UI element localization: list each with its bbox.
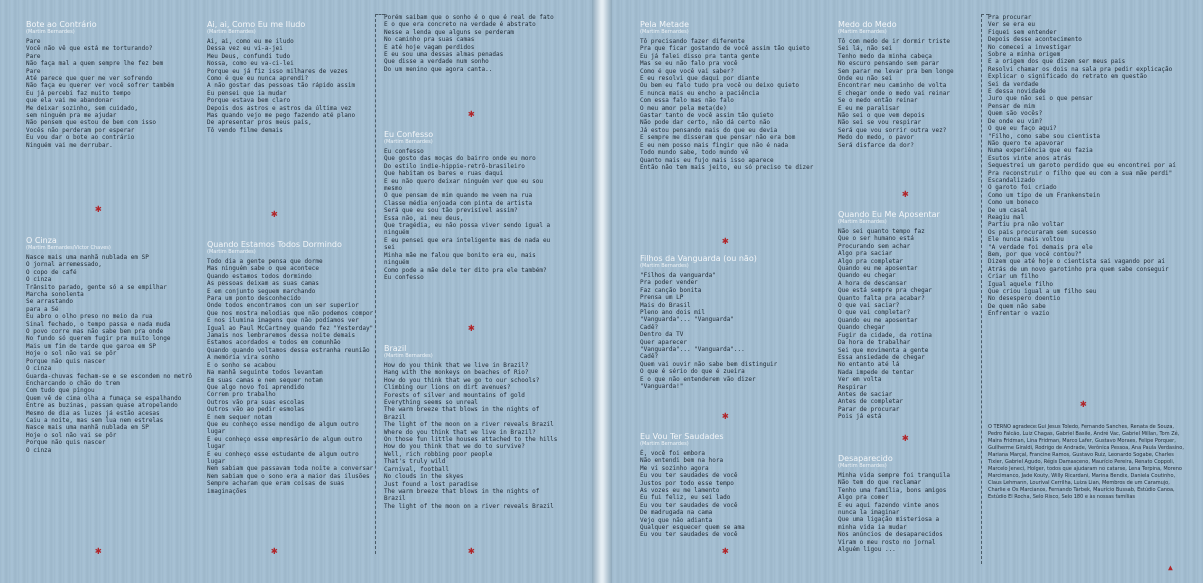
song-pela-metade — [640, 20, 816, 171]
song-desaparecido-continued — [988, 14, 1184, 318]
ornament-icon: ✱ — [722, 409, 729, 422]
song-quando-estamos-todos-dormindo — [207, 240, 377, 495]
song-lyrics: É, você foi embora Não entendi bem na hora Me vi sozinho agora Eu vou ter saudades de você Justos por todo esse tempo As vozes eu me lamento Eu fui feliz, eu sei lado Eu vou ter saudades de você De madrugada na cama Vejo que não adianta Qualquer esquecer quem se ama Eu vou ter saudades de você — [640, 450, 745, 539]
ornament-icon: ✱ — [722, 544, 729, 557]
song-lyrics: Todo dia a gente pensa que dorme Mas ninguém sabe o que acontece Quando estamos todos dormindo As pessoas deixam as suas camas E em conjunto seguem marchando Para um ponto desconhecido Onde todos encontramos com um ser superior Que nos mostra melodias que não podemos compor E nos ilumina imagens que não podíamos ver Igual ao Paul McCartney quando fez "Yesterday" Jamais nos lembraremos dessa noite demais Estamos acordados e todos em comunhão Quando quando voltamos dessa estranha reunião A memória vira sonho E o sonho se acabou Na manhã seguinte todos levantam Em suas camas e nem sequer notam Que algo novo foi aprendido Correm pro trabalho Outros vão pra suas escolas Outros vão ao pedir esmolas E nem sequer notam Que eu conheço esse mendigo de algum outro lugar E eu conheço esse empresário de algum outro lugar E eu conheço esse estudante de algum outro lugar Nem sabiam que passavam toda noite a conversar Nem sabiam que o sono era a maior das ilusões Sempre acharam que eram coisas de suas imaginações — [207, 258, 374, 495]
song-title: Brazil — [384, 344, 407, 353]
song-author: (Martim Bernardes) — [384, 353, 433, 359]
song-author: (Martim Bernardes) — [838, 463, 887, 469]
column-3 — [384, 14, 564, 574]
song-desaparecido — [838, 454, 978, 553]
song-lyrics: Tô precisando fazer diferente Pra que ficar gostando de você assim tão quieto Eu já falei disso pra tanta gente Mas se eu não falo pra você Como é que você vai saber? E eu resolvi que daqui por diante Ou bem eu falo tudo pra você ou deixo quieto E nunca mais eu encho a paciência Com essa falo mas não falo O meu amor pela meta(de) Gastar tanto de você assim tão quieto Não pode dar certo, não dá certo não Já estou pensando mais do que eu devia E sempre me disseram que pensar não era bom E eu nem posso mais fingir que não é nada Todo mundo sabe, todo mundo vê Quanto mais eu fujo mais isso aparece Então não tem mais jeito, eu só preciso te dizer — [640, 38, 814, 171]
song-filhos-da-vanguarda — [640, 254, 816, 391]
song-title: Eu Confesso — [384, 130, 434, 139]
song-lyrics: Minha vida sempre foi tranquila Não tem do que reclamar Tenho uma família, bons amigos Algo pra comer E eu aqui fazendo vinte anos nunca la imaginar Que uma ligação misteriosa a minha vida ia mudar Nos anúncios de desaparecidos Viram o meu rosto no jornal Alguém ligou ... — [838, 472, 950, 554]
song-ai-ai — [207, 20, 377, 134]
song-eu-vou-ter-saudades — [640, 432, 816, 539]
song-lyrics: Pra procurar Ver se era eu Fiquei sem entender Depois desse acontecimento No comecei a investigar Sobre a minha origem E a origem dos que dizem ser meus pais Resolvi chamar os dois na sala pra pedir explicação Explicar o significado do retrato em questão Sei da verdade E dessa novidade Juro que não sei o que pensar Pensar de mim Quem são vocês? De onde eu vim? O que eu faço aqui? "Filho, como sabe sou cientista Não quero te apavorar Numa experiência que eu fazia Esutos vinte anos atrás Sequestrei um garoto perdido que eu encontrei por aí Pra reconstruir o filho que eu com a sua mãe perdi" Escandalizado O garoto foi criado Como um tipo de um Frankenstein Como um boneco De um casal Reagiu mal Partiu pra não voltar Os pais procuraram sem sucesso Ele nunca mais voltou "A verdade foi demais pra ele Bem, por que você contou?" Dizem que até hoje o cientista sai vagando por aí Atrás de um novo garotinho pra quem sabe conseguir Criar um filho Igual aquele filho Que criou igual a um filho seu No desespero doentio De quem não sabe Enfrentar o vazio — [988, 14, 1176, 318]
acknowledgements — [988, 424, 1184, 501]
song-lyrics: Nasce mais uma manhã nublada em SP O jornal arremessado, O copo de café O cinza Trânsito parado, gente só a se empilhar Marcha sonolenta Se arrastando para a Sé Eu abro o olho preso no meio da rua Sinal fechado, o tempo passa e nada muda O povo corre mas não sabe bem pra onde No fundo só querem fugir pra muito longe Mais um fim de tarde que garoa em SP Hoje o sol não vai se pôr Porque não quis nascer O cinza Guarda-chuvas fecham-se e se escondem no metrô Encharcando o chão do trem Com tudo que pingou Quem vê de cima olha a fumaça se espalhando Entre as buzinas, passam quase atropelando Mesmo de dia as luzes já estão acesas Caiu a noite, mas sem lua nem estrelas Nasce mais uma manhã nublada em SP Hoje o sol não vai se pôr Porque não quis nascer O cinza — [26, 254, 193, 454]
column-1 — [26, 14, 196, 574]
song-lyrics: Pare Você não vê que está me torturando? Pare Não faça mal a quem sempre lhe fez bem Pare Até parece que quer me ver sofrendo Não faça eu querer ver você sofrer também Eu já percebi faz muito tempo que ela vai me abandonar Me deixar sozinho, sem cuidado, sem ninguém pra me ajudar Não pensem que estou de bem com isso Vocês não perderam por esperar Eu vou dar o bote ao contrário Ninguém vai me derrubar. — [26, 38, 175, 149]
song-author: (Martim Bernardes) — [838, 29, 887, 35]
song-author: (Martim Bernardes) — [26, 29, 75, 35]
ornament-icon: ✱ — [468, 544, 475, 557]
song-title: Pela Metade — [640, 20, 689, 29]
song-lyrics: Não sei quanto tempo faz Que o ser humano está Procurando sem achar Algo pra saciar Algo pra completar Quando eu me aposentar Quando eu chegar A hora de descansar Que está sempre pra chegar Quanto falta pra acabar? O que vai saciar? O que vai completar? Quando eu me aposentar Quando chegar Fugir da cidade, da rotina Da hora de trabalhar Sei que movimenta a gente Essa ansiedade de chegar No entanto até lá Nada impede de tentar Ver em volta Respirar Antes de saciar Antes de completar Parar de procurar Pois já está — [838, 228, 932, 421]
end-triangle-icon: ▲ — [1168, 563, 1173, 572]
song-brazil — [384, 344, 564, 510]
song-author: (Martim Bernardes) — [207, 29, 256, 35]
song-porem — [384, 14, 564, 73]
song-title: Bote ao Contrário — [26, 20, 97, 29]
song-lyrics: Tô com medo de ir dormir triste Sei lá, não sei Tenho medo da minha cabeça No escuro pensando sem parar Sem parar me levar pra bem longe Onde eu não sei Encontrar meu caminho de volta E chegar onde o medo vai reinar Se o medo então reinar E eu me paralisar Não sei o que vem depois Não sei se vou respirar Será que vou sorrir outra vez? Medo do medo, o pavor Será disfarce da dor? — [838, 38, 954, 149]
song-author: (Martim Bernardes) — [838, 219, 887, 225]
song-title: O Cinza — [26, 236, 57, 245]
column-4 — [640, 14, 816, 574]
acknowledgements-text: O TERNO agradece:Gui Jesus Toledo, Fernando Sanches, Renata de Souza, Pedro Falcão, Luiz Chagas, Gabriel Basile, André Vac, Gabriel Millan, Tom Zé, Maira Fridman, Lina Fridman, Marco Lafer, Gustavo Moraes, Felipe Porquer, Guilherme Giraldi, Rodrigo de Andrade, Verônica Pessoa, Ana Paula Verdasino, Mariana Marçal, Francine Ramos, Gustavo Ruiz, Leonardo Sogabe, Charles Tixier, Gabriel Agudo, Régis Damasceno, Maurício Pereira, Renato Coppoli, Marcelo Jeneci, Holger, todos que ajudaram no catarse, Lena Terpina, Moreno Marcimanco, Jade Kouty, Willy Ricardani, Marina Bendix, Daniela Coutinho, Claus Lehmann, Lourival Cerrilha, Luiza Lian, Membros de um Caramujo, Charlie e Os Marcianos, Fernando Tarbek, Maurício Bussab, Estúdio Canoa, Estúdio El Rocha, Selo Risco, Selo 180 e às nossas famílias — [988, 424, 1184, 500]
ornament-icon: ✱ — [722, 234, 729, 247]
song-lyrics: Ai, ai, como eu me iludo Dessa vez eu vi-a-jei Meu Deus, confundi tudo Nossa, como eu va-ci-lei Porque eu já fiz isso milhares de vezes Como é que eu nunca aprendi? A não gostar das pessoas tão rápido assim Eu pensei que ia mudar Porque estava bem claro Depois dos astros e astros da última vez Mas quando vejo me pego fazendo até plano De apresentar pros meus pais, Tô vendo filme demais — [207, 38, 356, 134]
ornament-icon: ✱ — [1080, 397, 1087, 410]
song-author: (Martim Bernardes) — [207, 249, 256, 255]
ornament-icon: ✱ — [95, 202, 102, 215]
song-author: (Martim Bernardes/Victor Chaves) — [26, 245, 111, 251]
column-5 — [838, 14, 978, 574]
ornament-icon: ✱ — [902, 187, 909, 200]
song-title: Medo do Medo — [838, 20, 897, 29]
song-author: (Martim Bernardes) — [640, 263, 689, 269]
song-bote-ao-contrario — [26, 20, 196, 149]
song-author: (Martim Bernardes) — [384, 139, 433, 145]
booklet-fold — [592, 0, 612, 583]
song-title: Quando Estamos Todos Dormindo — [207, 240, 342, 249]
song-title: Eu Vou Ter Saudades — [640, 432, 724, 441]
connector-line — [375, 14, 376, 554]
ornament-icon: ✱ — [271, 207, 278, 220]
song-title: Desaparecido — [838, 454, 893, 463]
song-lyrics: How do you think that we live in Brazil? Hang with the monkeys on beaches of Rio? How do you think that we go to our schools? Climbing our lions on dirt avenues? Forests of silver and mountains of gold Everything seems so unreal The warm breeze that blows in the nights of Brazil The light of the moon on a river reveals Brazil Where do you think that we live in Brazil? On those fun little houses attached to the hills How do you think that we do to survive? Well, rich robbing poor people That's truly wild Carnival, football No clouds in the skyes Just found a lost paradise The warm breeze that blows in the nights of Brazil The light of the moon on a river reveals Brazil — [384, 362, 558, 510]
song-title: Filhos da Vanguarda (ou não) — [640, 254, 757, 263]
song-author: (Martim Bernardes) — [640, 29, 689, 35]
song-eu-confesso — [384, 130, 564, 281]
ornament-icon: ✱ — [468, 321, 475, 334]
song-lyrics: "Filhos da vanguarda" Pra poder vender Faz canção bonita Prensa um LP Mais do Brasil Pleno ano dois mil "Vanguarda"... "Vanguarda" Cadê? Dentro da TV Quer aparecer "Vanguarda"... "Vanguarda"... Cadê? Quem vai ouvir não sabe bem distinguir O que é sério do que é zueira E o que não entenderem vão dizer "Vanguarda!" — [640, 272, 778, 391]
song-lyrics: Porém saibam que o sonho é o que é real de fato E o que era concreto na verdade é abstrato Nesse a lenda que alguns se perderam No caminho pra suas camas E até hoje vagam perdidos E eu sou uma dessas almas penadas Que disse a verdade num sonho Do um menino que agora canta.. — [384, 14, 554, 73]
ornament-icon: ✱ — [902, 431, 909, 444]
song-quando-eu-me-aposentar — [838, 210, 978, 421]
ornament-icon: ✱ — [468, 107, 475, 120]
song-medo-do-medo — [838, 20, 978, 149]
connector-line — [981, 14, 982, 564]
song-lyrics: Eu confesso Que gosto das moças do bairro onde eu moro Do estilo indie-hippie-retrô-brasileiro Que habitam os bares e ruas daqui E eu não quero deixar ninguém ver que eu sou mesmo O que pensam de mim quando me veem na rua Classe média enjoada com pinta de artista Será que eu sou tão previsível assim? Essa não, ai meu deus, Que tragédia, eu não possa viver sendo igual a ninguém E eu pensei que era inteligente mas de nada eu sei Minha mãe me falou que bonito era eu, mais ninguém Como pode a mãe dele ter dito pra ele também? Eu confesso — [384, 148, 551, 281]
song-title: Ai, ai, Como Eu me Iludo — [207, 20, 306, 29]
song-author: (Martim Bernardes) — [640, 441, 689, 447]
ornament-icon: ✱ — [95, 544, 102, 557]
ornament-icon: ✱ — [271, 544, 278, 557]
song-o-cinza — [26, 236, 196, 454]
column-6 — [988, 14, 1184, 574]
column-2 — [207, 14, 377, 574]
song-title: Quando Eu Me Aposentar — [838, 210, 940, 219]
